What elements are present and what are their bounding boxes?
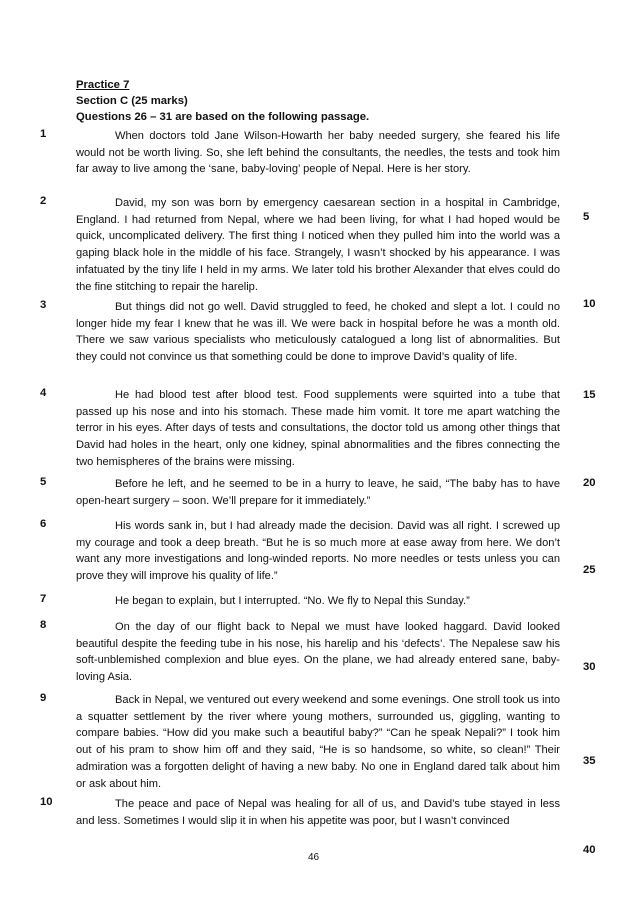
paragraph-text: Back in Nepal, we ventured out every weekend and some evenings. One stroll took us into a squatter settlement by the river where young mothers, surrounded us, giggling, wanting to compare babies. “How did you make such a beautiful baby?” “Can he speak Nepali?” I took him out of his pram to show him off and they said, “He is so handsome, so white, so clean!” Their admiration was a forgotten delight of having a new baby. No one in England dared talk about him or ask about him. <box>76 694 560 790</box>
paragraph-text: The peace and pace of Nepal was healing for all of us, and David’s tube stayed in less and less. Sometimes I would slip it in when his appetite was poor, but I wasn’t convinced <box>76 798 560 827</box>
paragraph <box>40 195 560 295</box>
line-number: 5 <box>583 211 590 223</box>
paragraph-number: 10 <box>40 796 53 808</box>
passage-header <box>76 77 369 125</box>
paragraph-text: He had blood test after blood test. Food supplements were squirted into a tube that passed up his nose and into his stomach. These made him vomit. It tore me apart watching the terror in his eyes. After days of tests and consultations, the doctor told us among other things that David had holes in the heart, only one kidney, spinal abnormalities and the fibres connecting the two hemispheres of the brains were missing. <box>76 389 560 468</box>
section-title: Section C (25 marks) <box>76 95 188 107</box>
paragraph <box>40 128 560 178</box>
paragraph <box>40 387 560 471</box>
paragraph-number: 6 <box>40 518 47 530</box>
page-number: 46 <box>308 852 320 863</box>
line-number: 25 <box>583 564 596 576</box>
line-number: 20 <box>583 477 596 489</box>
paragraph-number: 4 <box>40 387 47 399</box>
paragraph <box>40 299 560 366</box>
paragraph-number: 9 <box>40 692 47 704</box>
line-number: 40 <box>583 844 596 856</box>
paragraph-number: 1 <box>40 128 47 140</box>
paragraph-text: When doctors told Jane Wilson-Howarth her baby needed surgery, she feared his life would not be worth living. So, she left behind the consultants, the needles, the tests and took him far away to live among the ‘sane, baby-loving’ people of Nepal. Here is her story. <box>76 130 560 176</box>
paragraph <box>40 692 560 792</box>
line-number: 35 <box>583 755 596 767</box>
practice-title: Practice 7 <box>76 79 130 91</box>
line-number: 10 <box>583 298 596 310</box>
paragraph-text: But things did not go well. David struggled to feed, he choked and slept a lot. I could no longer hide my fear I knew that he was ill. We were back in hospital before he was a month old. There we saw various specialists who meticulously catalogued a long list of abnormalities. But they could not convince us that something could be done to improve David’s quality of life. <box>76 301 560 364</box>
paragraph <box>40 518 560 585</box>
line-number: 15 <box>583 389 596 401</box>
line-number: 30 <box>583 661 596 673</box>
paragraph-number: 8 <box>40 619 47 631</box>
paragraph <box>40 619 560 686</box>
paragraph-text: Before he left, and he seemed to be in a hurry to leave, he said, “The baby has to have open-heart surgery – soon. We’ll prepare for it immediately.” <box>76 478 560 507</box>
instruction-text: Questions 26 – 31 are based on the following passage. <box>76 111 370 123</box>
paragraph <box>40 796 560 829</box>
paragraph-number: 2 <box>40 195 47 207</box>
paragraph-number: 5 <box>40 476 47 488</box>
paragraph-number: 7 <box>40 593 47 605</box>
paragraph-text: His words sank in, but I had already made the decision. David was all right. I screwed up my courage and took a deep breath. “But he is so much more at ease away from here. We don’t want any more investigations and long-winded reports. No more needles or tests unless you can prove they will improve his quality of life.” <box>76 520 560 583</box>
paragraph-text: He began to explain, but I interrupted. “No. We fly to Nepal this Sunday.” <box>115 595 470 607</box>
paragraph-text: David, my son was born by emergency caesarean section in a hospital in Cambridge, England. I had returned from Nepal, where we had been living, for what I had hoped would be quick, uncomplicated delivery. The first thing I noticed when they pulled him into the world was a gaping black hole in the middle of his face. Strangely, I wasn’t shocked by his appearance. I was infatuated by the tiny life I held in my arms. We later told his brother Alexander that elves could do the fine stitching to repair the harelip. <box>76 197 560 293</box>
paragraph-number: 3 <box>40 299 47 311</box>
paragraph <box>40 593 560 610</box>
paragraph <box>40 476 560 509</box>
paragraph-text: On the day of our flight back to Nepal we must have looked haggard. David looked beautiful despite the feeding tube in his nose, his harelip and his ‘defects’. The Nepalese saw his soft-unblemished complexion and blue eyes. On the plane, we had already entered sane, baby-loving Asia. <box>76 621 560 684</box>
